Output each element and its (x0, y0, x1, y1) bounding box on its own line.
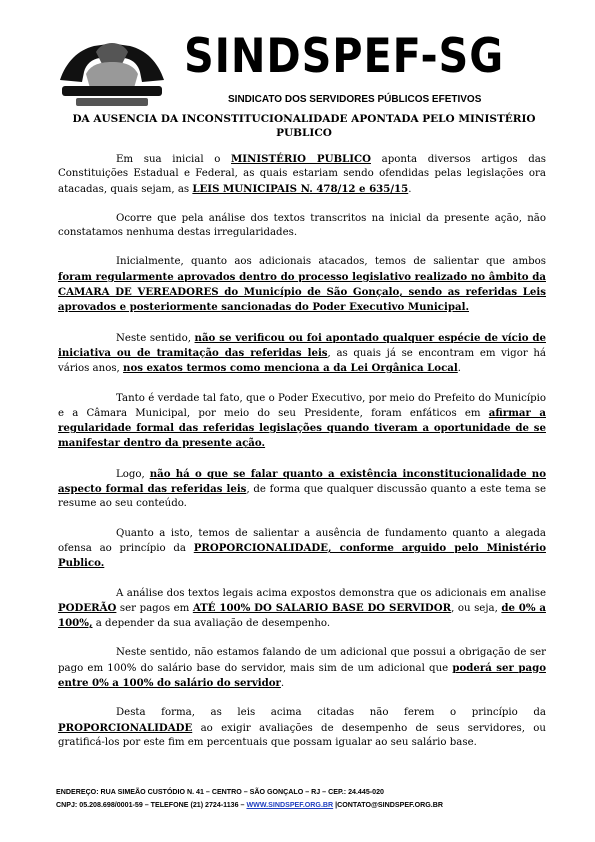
paragraph-text: , de forma que qualquer discussão quanto a este tema se resume ao seu conteúdo. (58, 484, 546, 510)
footer-address: ENDEREÇO: RUA SIMEÃO CUSTÓDIO N. 41 – CENTRO – SÃO GONÇALO – RJ – CEP.: 24.445-020 (56, 788, 384, 796)
body-paragraph (58, 152, 546, 197)
body-paragraph (58, 467, 546, 512)
paragraph-text: A análise dos textos legais acima expostos demonstra que os adicionais em analise (116, 587, 546, 599)
body-paragraph (58, 392, 546, 452)
emphasized-text: não se verificou ou foi apontado qualquer espécie de vício de iniciativa ou de tramitação das referidas leis (58, 331, 546, 359)
footer (56, 786, 546, 812)
body-paragraph (58, 527, 546, 572)
paragraph-text: Quanto a isto, temos de salientar a ausência de fundamento quanto a alegada ofensa ao princípio da (58, 527, 546, 554)
emphasized-text: poderá ser pago entre 0% a 100% do salário do servidor (58, 661, 546, 690)
paragraph-text: Ocorre que pela análise dos textos transcritos na inicial da presente ação, não constatamos nenhuma destas irregularidades. (58, 212, 546, 239)
brand-name: SINDSPEF-SG (184, 29, 505, 84)
emphasized-text: afirmar a regularidade formal das referidas legislações quando tiveram a oportunidade de se manifestar dentro da presente ação. (58, 406, 546, 450)
emphasized-text: PROPORCIONALIDADE, conforme arguido pelo Ministério Publico. (58, 541, 546, 570)
letterhead (56, 22, 546, 110)
emphasized-text: nos exatos termos como menciona a da Lei Orgânica Local (123, 362, 458, 375)
paragraph-text: , as quais já se encontram em vigor há vários anos, (58, 347, 546, 375)
paragraph-text: . (280, 678, 285, 690)
paragraph-text: Neste sentido, (116, 332, 195, 344)
body-paragraph (58, 255, 546, 315)
footer-cnpj-phone: CNPJ: 05.208.698/0001-59 – TELEFONE (21) 2724-1136 – (56, 801, 247, 809)
body-paragraph (58, 212, 546, 241)
paragraph-text: . (408, 183, 412, 195)
paragraph-text: Desta forma, as leis acima citadas não ferem o princípio da (116, 707, 546, 719)
brand-subtitle: SINDICATO DOS SERVIDORES PÚBLICOS EFETIVOS (228, 94, 482, 105)
paragraph-text: Em sua inicial o (116, 154, 232, 165)
paragraph-text: . (457, 363, 462, 375)
emphasized-text: MINISTÉRIO PUBLICO (231, 153, 371, 165)
footer-contact (56, 799, 546, 812)
body-paragraph (58, 587, 546, 632)
paragraph-text: Tanto é verdade tal fato, que o Poder Executivo, por meio do Prefeito do Município e a Câmara Municipal, por meio do seu Presidente, foram enfáticos em (58, 392, 546, 419)
paragraph-text: ser pagos em (116, 602, 193, 614)
paragraph-text: Inicialmente, quanto aos adicionais atacados, temos de salientar que ambos (116, 256, 546, 268)
emphasized-text: ATÉ 100% DO SALARIO BASE DO SERVIDOR (192, 601, 452, 614)
emphasized-text: LEIS MUNICIPAIS N. 478/12 e 635/15 (192, 182, 409, 195)
paragraph-text: ao exigir avaliações de desempenho de seus servidores, ou gratificá-los por este fim em percentuais que possam igualar ao seu salário base. (58, 722, 546, 748)
paragraph-text: aponta diversos artigos das Constituições Estadual e Federal, as quais estariam sendo ofendidas pelas legislações ora atacadas, quais sejam, as (58, 154, 547, 195)
paragraph-text: Logo, (116, 468, 150, 480)
document-title: DA AUSENCIA DA INCONSTITUCIONALIDADE APONTADA PELO MINISTÉRIO PUBLICO (72, 113, 536, 139)
handshake-arm-wrestling-logo (56, 22, 168, 110)
body-paragraph (58, 331, 546, 377)
emphasized-text: PODERÃO (58, 601, 117, 614)
paragraph-text: a depender da sua avaliação de desempenho. (92, 618, 331, 630)
website-link[interactable]: WWW.SINDSPEF.ORG.BR (246, 801, 334, 809)
emphasized-text: não há o que se falar quanto a existência inconstitucionalidade no aspecto formal das referidas leis (58, 467, 546, 496)
emphasized-text: foram regularmente aprovados dentro do processo legislativo realizado no âmbito da CAMARA DE VEREADORES do Município de São Gonçalo, sendo as referidas Leis aprovados e posteriormente sancionadas do Poder Executivo Municipal. (58, 270, 546, 314)
paragraph-text: Neste sentido, não estamos falando de um adicional que possui a obrigação de ser pago em 100% do salário base do servidor, mais sim de um adicional que (58, 647, 546, 674)
body-paragraph (58, 646, 546, 691)
document-body (58, 152, 546, 765)
emphasized-text: de 0% a 100%, (58, 601, 546, 630)
body-paragraph (58, 706, 546, 750)
paragraph-text: , ou seja, (451, 602, 502, 614)
emphasized-text: PROPORCIONALIDADE (58, 721, 193, 734)
footer-email: |CONTATO@SINDSPEF.ORG.BR (333, 801, 443, 809)
